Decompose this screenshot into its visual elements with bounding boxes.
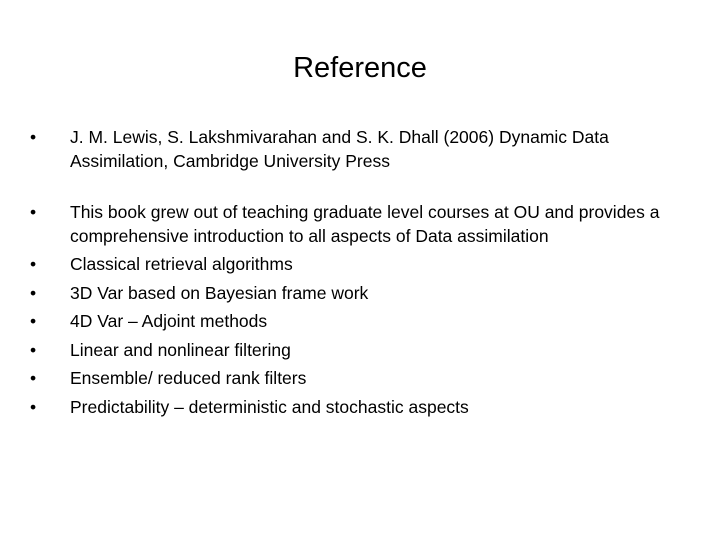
list-item (30, 310, 670, 334)
list-item-text: 3D Var based on Bayesian frame work (70, 282, 369, 303)
list-item (30, 253, 670, 277)
list-item-text: 4D Var – Adjoint methods (70, 311, 268, 331)
citation-item (30, 126, 670, 173)
bullet-icon: • (30, 202, 37, 222)
list-item (30, 282, 670, 306)
list-item-text: Predictability – deterministic and stochastic aspects (70, 396, 469, 417)
list-item (30, 201, 670, 248)
bullet-icon: • (30, 311, 37, 331)
list-item-text: Classical retrieval algorithms (70, 254, 293, 274)
list-item (30, 339, 670, 363)
list-item-text: This book grew out of teaching graduate level courses at OU and provides a comprehensive introduction to all aspects of Data assimilation (70, 202, 660, 246)
list-item-text: Ensemble/ reduced rank filters (70, 368, 307, 388)
citation-authors: J. M. Lewis, S. Lakshmivarahan and S. K. Dhall (2006) (70, 127, 495, 147)
list-item (30, 367, 670, 391)
list-item (30, 396, 670, 420)
bullet-icon: • (30, 127, 37, 147)
citation-publisher: , Cambridge University Press (163, 150, 390, 171)
bullet-icon: • (30, 282, 37, 303)
slide-title: Reference (293, 52, 427, 84)
bullet-icon: • (30, 339, 37, 360)
bullet-icon: • (30, 368, 37, 388)
bullet-icon: • (30, 396, 37, 417)
citation-book-title: Dynamic Data Assimilation (70, 127, 609, 171)
bullet-list (30, 126, 670, 419)
bullet-icon: • (30, 254, 37, 274)
list-item-text: Linear and nonlinear filtering (70, 339, 291, 360)
